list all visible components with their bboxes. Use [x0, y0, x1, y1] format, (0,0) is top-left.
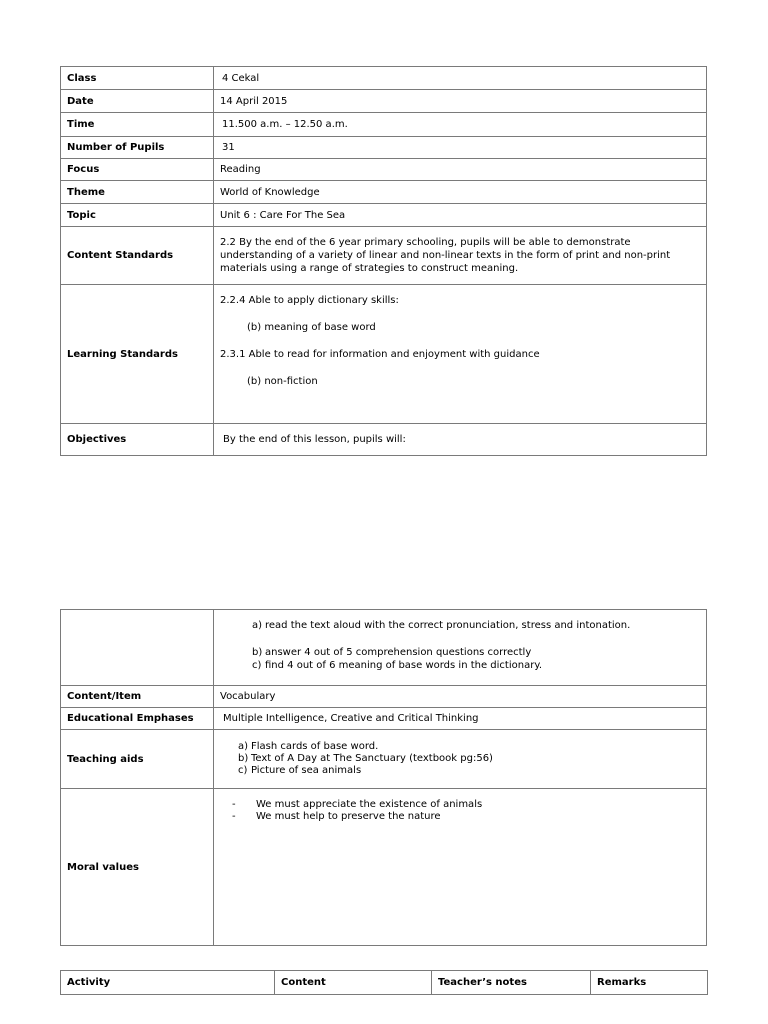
- moral-values-label: Moral values: [61, 789, 214, 946]
- row-learning-standards: [61, 285, 707, 424]
- content-standards-label: Content Standards: [61, 227, 214, 285]
- lesson-details-table: [60, 609, 707, 946]
- teaching-aid-item: a) Flash cards of base word.: [238, 741, 379, 752]
- date-value: 14 April 2015: [214, 90, 707, 113]
- teaching-aid-item: b) Text of A Day at The Sanctuary (textbook pg:56): [238, 753, 493, 764]
- row-theme: [61, 181, 707, 204]
- row-content-item: [61, 686, 707, 708]
- learning-standards-value: [214, 285, 707, 424]
- objectives-label: Objectives: [61, 424, 214, 456]
- row-objectives: [61, 424, 707, 456]
- theme-value: World of Knowledge: [214, 181, 707, 204]
- moral-value-item: - We must help to preserve the nature: [232, 811, 441, 822]
- objectives-list: [214, 610, 707, 686]
- educational-emphases-label: Educational Emphases: [61, 708, 214, 730]
- header-content: Content: [275, 971, 432, 995]
- activity-table: [60, 970, 708, 995]
- content-item-value: Vocabulary: [214, 686, 707, 708]
- objectives-value: By the end of this lesson, pupils will:: [214, 424, 707, 456]
- header-remarks: Remarks: [591, 971, 708, 995]
- row-time: [61, 113, 707, 137]
- row-content-standards: [61, 227, 707, 285]
- learning-standards-label: Learning Standards: [61, 285, 214, 424]
- time-label: Time: [61, 113, 214, 137]
- objectives-list-label-empty: [61, 610, 214, 686]
- header-activity: Activity: [61, 971, 275, 995]
- row-teaching-aids: [61, 730, 707, 789]
- class-label: Class: [61, 67, 214, 90]
- moral-values-list: [214, 789, 707, 946]
- teaching-aids-label: Teaching aids: [61, 730, 214, 789]
- row-pupils: [61, 137, 707, 159]
- educational-emphases-value: Multiple Intelligence, Creative and Critical Thinking: [214, 708, 707, 730]
- activity-table-header: [61, 971, 708, 995]
- row-educational-emphases: [61, 708, 707, 730]
- learning-standard-2: 2.3.1 Able to read for information and enjoyment with guidance: [220, 349, 540, 360]
- row-objectives-list: [61, 610, 707, 686]
- topic-label: Topic: [61, 204, 214, 227]
- content-standards-value: 2.2 By the end of the 6 year primary schooling, pupils will be able to demonstrate understanding of a variety of linear and non-linear texts in the form of print and non-print materials using a range of strategies to construct meaning.: [214, 227, 707, 285]
- objective-item: b) answer 4 out of 5 comprehension questions correctly: [252, 647, 532, 658]
- learning-standard-1-sub: (b) meaning of base word: [247, 322, 376, 333]
- row-date: [61, 90, 707, 113]
- learning-standard-1: 2.2.4 Able to apply dictionary skills:: [220, 295, 399, 306]
- learning-standard-2-sub: (b) non-fiction: [247, 376, 318, 387]
- header-teachers-notes: Teacher’s notes: [432, 971, 591, 995]
- objective-item: a) read the text aloud with the correct pronunciation, stress and intonation.: [252, 620, 631, 631]
- row-focus: [61, 159, 707, 181]
- focus-label: Focus: [61, 159, 214, 181]
- content-item-label: Content/Item: [61, 686, 214, 708]
- time-value: 11.500 a.m. – 12.50 a.m.: [214, 113, 707, 137]
- pupils-value: 31: [214, 137, 707, 159]
- row-topic: [61, 204, 707, 227]
- moral-value-item: - We must appreciate the existence of animals: [232, 799, 483, 810]
- row-class: [61, 67, 707, 90]
- teaching-aid-item: c) Picture of sea animals: [238, 765, 362, 776]
- topic-value: Unit 6 : Care For The Sea: [214, 204, 707, 227]
- row-moral-values: [61, 789, 707, 946]
- focus-value: Reading: [214, 159, 707, 181]
- date-label: Date: [61, 90, 214, 113]
- class-value: 4 Cekal: [214, 67, 707, 90]
- objective-item: c) find 4 out of 6 meaning of base words in the dictionary.: [252, 660, 542, 671]
- theme-label: Theme: [61, 181, 214, 204]
- lesson-info-table: [60, 66, 707, 456]
- teaching-aids-list: [214, 730, 707, 789]
- pupils-label: Number of Pupils: [61, 137, 214, 159]
